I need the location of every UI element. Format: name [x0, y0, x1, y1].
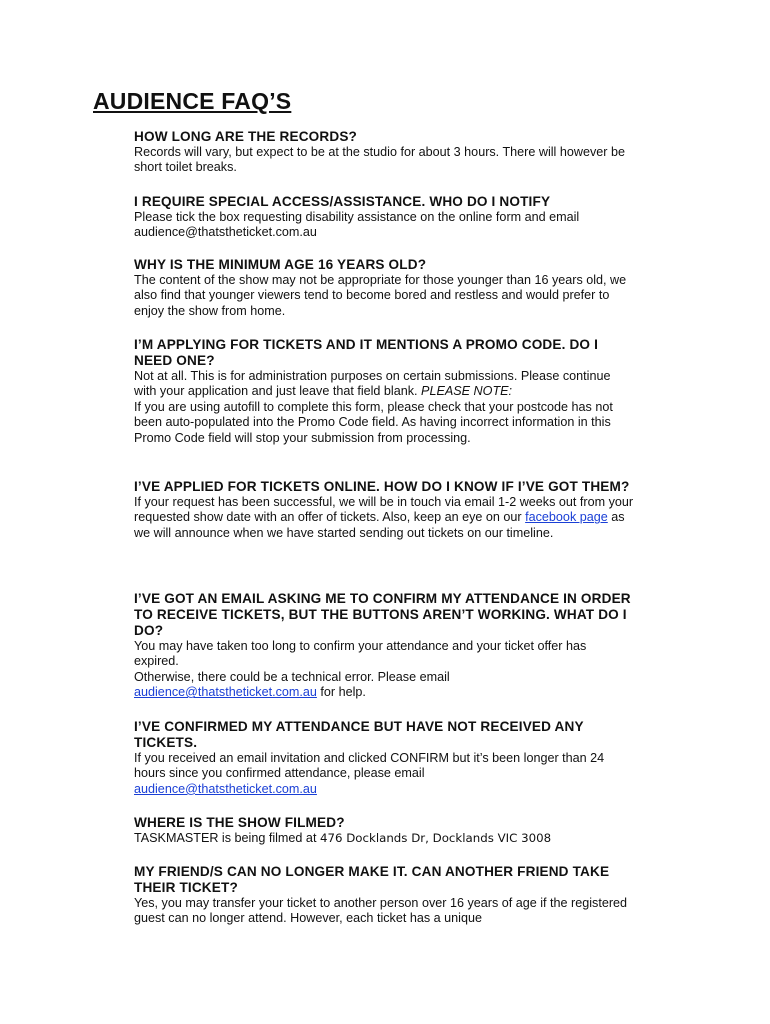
answer-text: If your request has been successful, we will be in touch via email 1-2 weeks out from your requested show date with an offer of tickets. Also, keep an eye on our: [134, 495, 634, 525]
faq-item-no-tickets: [134, 719, 634, 797]
faq-question: MY FRIEND/S CAN NO LONGER MAKE IT. CAN ANOTHER FRIEND TAKE THEIR TICKET?: [134, 864, 610, 895]
faq-answer: [134, 495, 634, 541]
venue-address: 476 Docklands Dr, Docklands VIC 3008: [319, 831, 552, 845]
audience-email-link[interactable]: audience@thatstheticket.com.au: [134, 781, 317, 796]
faq-answer: [134, 369, 634, 446]
faq-question: I REQUIRE SPECIAL ACCESS/ASSISTANCE. WHO DO I NOTIFY: [134, 194, 551, 209]
faq-item-ticket-status: [134, 479, 634, 541]
answer-text: If you received an email invitation and clicked CONFIRM but it’s been longer than 24 hours since you confirmed attendance, please email: [134, 751, 605, 781]
faq-question: I’VE APPLIED FOR TICKETS ONLINE. HOW DO I KNOW IF I’VE GOT THEM?: [134, 479, 630, 494]
faq-answer: Please tick the box requesting disability assistance on the online form and email audience@thatstheticket.com.au: [134, 210, 580, 240]
faq-item-special-access: [134, 194, 634, 241]
answer-text: TASKMASTER is being filmed at: [134, 831, 317, 845]
faq-answer: The content of the show may not be appropriate for those younger than 16 years old, we also find that younger viewers tend to become bored and restless and would prefer to enjoy the show from home.: [134, 273, 627, 318]
facebook-page-link[interactable]: facebook page: [525, 510, 608, 525]
answer-text-line2: Otherwise, there could be a technical error. Please email: [134, 669, 450, 684]
faq-answer: [134, 831, 634, 846]
please-note-label: PLEASE NOTE:: [421, 384, 513, 399]
faq-question: I’M APPLYING FOR TICKETS AND IT MENTIONS A PROMO CODE. DO I NEED ONE?: [134, 337, 599, 368]
faq-item-record-length: [134, 129, 634, 176]
faq-item-filming-location: [134, 815, 634, 846]
answer-text: You may have taken too long to confirm your attendance and your ticket offer has expired.: [134, 639, 587, 669]
faq-item-minimum-age: [134, 257, 634, 319]
faq-item-promo-code: [134, 337, 634, 446]
faq-question: I’VE CONFIRMED MY ATTENDANCE BUT HAVE NOT RECEIVED ANY TICKETS.: [134, 719, 584, 750]
faq-item-confirm-buttons: [134, 591, 634, 701]
faq-question: HOW LONG ARE THE RECORDS?: [134, 129, 358, 144]
faq-answer: Yes, you may transfer your ticket to another person over 16 years of age if the registered guest can no longer attend. However, each ticket has a unique: [134, 896, 628, 926]
faq-answer: [134, 639, 634, 701]
answer-note-text: If you are using autofill to complete this form, please check that your postcode has not been auto-populated into the Promo Code field. As having incorrect information in this Promo Code field will stop your submission from processing.: [134, 399, 613, 445]
faq-question: WHERE IS THE SHOW FILMED?: [134, 815, 345, 830]
faq-question: WHY IS THE MINIMUM AGE 16 YEARS OLD?: [134, 257, 427, 272]
audience-email-link[interactable]: audience@thatstheticket.com.au: [134, 685, 317, 700]
answer-text-after: as we will announce when we have started sending out tickets on our timeline.: [134, 510, 625, 540]
page-title: AUDIENCE FAQ’S: [93, 88, 292, 114]
faq-answer: Records will vary, but expect to be at the studio for about 3 hours. There will however be short toilet breaks.: [134, 145, 625, 175]
answer-text-after: for help.: [320, 685, 366, 700]
faq-item-transfer-ticket: [134, 864, 634, 927]
faq-question: I’VE GOT AN EMAIL ASKING ME TO CONFIRM MY ATTENDANCE IN ORDER TO RECEIVE TICKETS, BUT THE BUTTONS AREN’T WORKING. WHAT DO I DO?: [134, 591, 631, 638]
faq-answer: [134, 751, 634, 797]
answer-text: Not at all. This is for administration purposes on certain submissions. Please continue with your application and just leave that field blank.: [134, 369, 611, 399]
